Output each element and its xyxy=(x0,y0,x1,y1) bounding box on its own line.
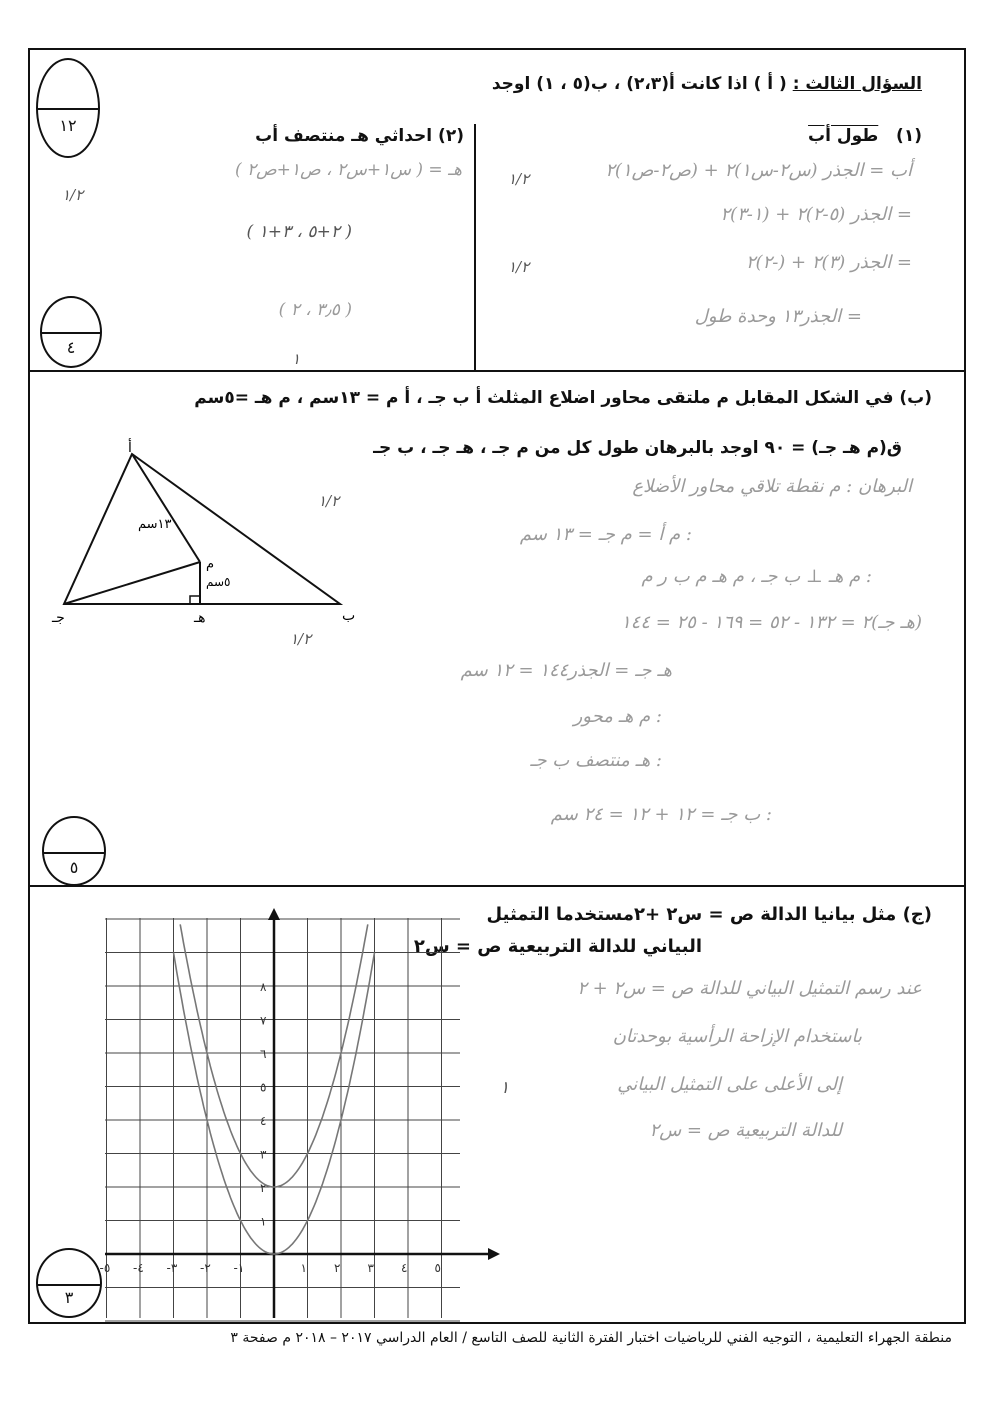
part-b-line2: ق(م هـ جـ) = ٩٠ اوجد بالبرهان طول كل من م جـ ، هـ جـ ، ب جـ xyxy=(373,438,902,458)
x-tick-label: ١ xyxy=(300,1261,307,1275)
x-tick-label: ٤ xyxy=(401,1261,408,1275)
y-tick-labels xyxy=(260,980,267,1229)
question-label: السؤال الثالث : xyxy=(792,74,922,94)
handwriting-a2-line2: ( ٢+٥ ، ٣+١ ) xyxy=(246,222,352,242)
label-c: جـ xyxy=(52,610,65,626)
handwriting-b-line4: (هـ جـ)٢ = ١٣٢ - ٥٢ = ١٦٩ - ٢٥ = ١٤٤ xyxy=(621,612,922,633)
x-tick-label: ٥ xyxy=(434,1261,441,1275)
handwriting-c-line2: باستخدام الإزاحة الرأسية بوحدتان xyxy=(612,1026,862,1047)
part-c-line1: (ج) مثل بيانيا الدالة ص = س٢ +٢مستخدما التمثيل xyxy=(486,904,932,925)
handwriting-a1-line3: = الجذر (٣)٢ + (-٢)٢ xyxy=(745,252,912,273)
x-tick-label: ٣ xyxy=(367,1261,374,1275)
sub1-num: (١) xyxy=(896,126,922,146)
label-mh: ٥سم xyxy=(206,575,231,589)
total-score: ١٢ xyxy=(59,116,77,135)
x-tick-label: -٣ xyxy=(166,1261,178,1275)
x-tick-labels xyxy=(100,1261,441,1275)
y-tick-label: ٧ xyxy=(260,1013,267,1028)
sub2-text: احداثي هـ منتصف أب xyxy=(255,126,433,146)
x-tick-label: -٢ xyxy=(200,1261,211,1275)
page-footer: منطقة الجهراء التعليمية ، التوجيه الفني للرياضيات اختبار الفترة الثانية للصف التاسع / العام الدراسي ٢٠١٧ – ٢٠١٨ م صفحة ٣ xyxy=(230,1330,952,1346)
handwriting-b-line6: : م هـ محور xyxy=(573,706,662,727)
y-tick-label: ٨ xyxy=(260,980,267,994)
sub1-text: طول أب xyxy=(808,126,879,146)
sub2-num: (٢) xyxy=(438,126,464,146)
y-tick-label: ٢ xyxy=(260,1181,267,1195)
grader-mark: ١ xyxy=(292,350,301,368)
handwriting-a1-line1: أب = الجذر (س٢-س١)٢ + (ص٢-ص١)٢ xyxy=(605,160,912,181)
handwriting-b-line2: : م أ = م جـ = ١٣ سم xyxy=(519,524,692,545)
grader-mark: ١/٢ xyxy=(508,258,530,276)
label-m: م xyxy=(206,557,215,572)
grader-mark: ١ xyxy=(500,1078,510,1098)
y-tick-label: ٣ xyxy=(260,1147,267,1162)
y-tick-label: ١ xyxy=(260,1214,267,1229)
handwriting-c-line4: للدالة التربيعية ص = س٢ xyxy=(649,1120,842,1141)
label-h: هـ xyxy=(194,610,206,626)
handwriting-b-line7: : هـ منتصف ب جـ xyxy=(530,750,662,771)
y-tick-label: ٦ xyxy=(260,1047,267,1061)
grader-mark: ١/٢ xyxy=(318,492,340,510)
handwriting-b-line3: : م هـ ⊥ ب جـ ، م هـ م ب ر م xyxy=(641,566,872,587)
y-tick-label: ٤ xyxy=(260,1114,267,1128)
x-tick-label: ٢ xyxy=(334,1261,341,1275)
handwriting-c-line1: عند رسم التمثيل البياني للدالة ص = س٢ + ٢ xyxy=(577,978,922,999)
part-c-score: ٣ xyxy=(64,1288,74,1307)
y-axis-arrow xyxy=(268,908,280,920)
x-tick-label: -٤ xyxy=(133,1261,144,1275)
grader-mark: ١/٢ xyxy=(62,186,84,204)
x-tick-label: -٥ xyxy=(99,1261,111,1275)
grader-mark: ١/٢ xyxy=(290,630,312,648)
handwriting-b-line5: هـ جـ = الجذر١٤٤ = ١٢ سم xyxy=(460,660,672,681)
handwriting-a1-line2: = الجذر (٥-٢)٢ + (١-٣)٢ xyxy=(720,204,912,225)
x-tick-label: -١ xyxy=(233,1261,245,1275)
part-c-line2: البياني للدالة التربيعية ص = س٢ xyxy=(413,936,702,957)
part-b-score: ٥ xyxy=(69,858,79,877)
handwriting-a1-line4: = الجذر١٣ وحدة طول xyxy=(694,306,862,327)
handwriting-b-line1: البرهان : م نقطة تلاقي محاور الأضلاع xyxy=(632,476,912,497)
grader-mark: ١/٢ xyxy=(508,170,530,188)
y-tick-label: ٥ xyxy=(260,1080,267,1095)
label-a: أ xyxy=(128,440,132,456)
part-a-text: ( أ ) اذا كانت أ(٢،٣) ، ب(٥ ، ١) اوجد xyxy=(491,74,787,94)
x-axis-arrow xyxy=(488,1248,500,1260)
part-a-score: ٤ xyxy=(66,338,76,357)
handwriting-b-line8: : ب جـ = ١٢ + ١٢ = ٢٤ سم xyxy=(550,804,772,825)
handwriting-a2-line1: هـ = ( س١+س٢ ، ص١+ص٢ ) xyxy=(234,160,462,180)
part-b-line1: (ب) في الشكل المقابل م ملتقى محاور اضلاع المثلث أ ب جـ ، أ م = ١٣سم ، م هـ =٥سم xyxy=(194,388,932,408)
handwriting-a2-line3: ( ٣٫٥ ، ٢ ) xyxy=(278,300,352,320)
handwriting-c-line3: إلى الأعلى على التمثيل البياني xyxy=(617,1074,842,1095)
label-am: ١٣سم xyxy=(138,517,172,532)
label-b: ب xyxy=(342,608,356,624)
